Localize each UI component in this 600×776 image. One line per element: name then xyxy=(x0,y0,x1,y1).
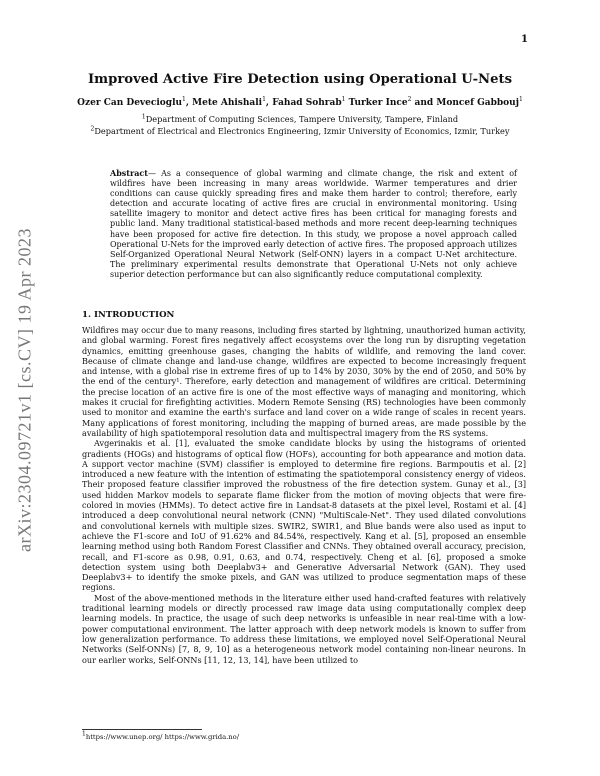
footnote xyxy=(82,730,240,741)
paper-title: Improved Active Fire Detection using Operational U-Nets xyxy=(87,72,513,87)
abstract xyxy=(110,168,517,280)
page-number: 1 xyxy=(521,34,528,45)
arxiv-identifier: arXiv:2304.09721v1 [cs.CV] 19 Apr 2023 xyxy=(14,228,35,552)
affiliation-mark: 1 xyxy=(141,113,146,121)
paragraph: Wildfires may occur due to many reasons, including fires started by lightning, unauthorized human activity, and global warming. Forest fires negatively affect ecosystems over the long run by disrupting vegetation dynamics, emitting greenhouse gases, changing the habits of wildlife, and removing the land cover. Because of climate change and land-use change, wildfires are expected to become increasingly frequent and intense, with a global rise in extreme fires of up to 14% by 2030, 30% by the end of 2050, and 50% by the end of the century¹. Therefore, early detection and management of wildfires are critical. Determining the precise location of an active fire is one of the most effective ways of managing and monitoring, which makes it crucial for firefighting activities. Modern Remote Sensing (RS) technologies have been commonly used to monitor and examine the earth's surface and land cover on a wide range of scales in recent years. Many applications of forest monitoring, including the mapping of burned areas, are made possible by the availability of high spatiotemporal resolution data and multispectral imagery from the RS systems. xyxy=(82,325,526,438)
footnote-rule xyxy=(82,729,202,730)
footnote-mark: 1 xyxy=(82,730,86,738)
author-affiliation-mark: 1 xyxy=(341,96,346,103)
author-name: Fahad Sohrab xyxy=(272,98,342,108)
affiliation-mark: 2 xyxy=(90,125,95,133)
affiliation-2 xyxy=(60,126,540,136)
author-affiliation-mark: 1 xyxy=(182,96,186,103)
author-name: Turker Ince xyxy=(348,98,408,108)
abstract-text: — As a consequence of global warming and climate change, the risk and extent of wildfires have been increasing in many areas worldwide. Warmer temperatures and drier conditions can cause quickly spreading fires and make them harder to control; therefore, early detection and accurate locating of active fires are crucial in environmental monitoring. Using satellite imagery to monitor and detect active fires has been critical for managing forests and public land. Many traditional statistical-based methods and more recent deep-learning techniques have been proposed for active fire detection. In this study, we propose a novel approach called Operational U-Nets for the improved early detection of active fires. The proposed approach utilizes Self-Organized Operational Neural Network (Self-ONN) layers in a compact U-Net architecture. The preliminary experimental results demonstrate that Operational U-Nets not only achieve superior detection performance but can also significantly reduce computational complexity. xyxy=(110,169,517,279)
introduction-body xyxy=(82,325,526,665)
section-heading: 1. INTRODUCTION xyxy=(82,310,175,320)
author-affiliation-mark: 1 xyxy=(262,96,266,103)
author-list: Ozer Can Devecioglu$^1$, Mete Ahishali$^1$, Fahad Sohrab$^1$ Turker Ince$^2$ and Moncef Gabbouj$^1$ xyxy=(77,96,523,108)
author-name: Mete Ahishali xyxy=(192,98,263,108)
affiliation-text: Department of Electrical and Electronics Engineering, Izmir University of Economics, Izmir, Turkey xyxy=(94,126,510,136)
affiliation-1 xyxy=(60,114,540,124)
author-conjunction: and xyxy=(414,98,434,108)
abstract-label: Abstract xyxy=(110,168,148,178)
paragraph: Most of the above-mentioned methods in the literature either used hand-crafted features with relatively traditional learning models or directly processed raw image data using computationally complex deep learning models. In practice, the usage of such deep networks is unfeasible in near real-time with a low-power computational environment. The latter approach with deep network models is known to suffer from low generalization performance. To address these limitations, we employed novel Self-Operational Neural Networks (Self-ONNs) [7, 8, 9, 10] as a heterogeneous network model containing non-linear neurons. In our earlier works, Self-ONNs [11, 12, 13, 14], have been utilized to xyxy=(82,592,526,665)
author-affiliation-mark: 2 xyxy=(407,96,412,103)
author-name: Ozer Can Devecioglu xyxy=(77,98,183,108)
paragraph: Avgerinakis et al. [1], evaluated the smoke candidate blocks by using the histograms of oriented gradients (HOGs) and histograms of optical flow (HOFs), accounting for both appearance and motion data. A support vector machine (SVM) classifier is employed to determine fire regions. Barmpoutis et al. [2] introduced a new feature with the intention of estimating the spatiotemporal consistency energy of videos. Their proposed feature classifier improved the robustness of the fire detection system. Gunay et al., [3] used hidden Markov models to separate flame flicker from the motion of moving objects that were fire-colored in movies (HMMs). To detect active fire in Landsat-8 datasets at the pixel level, Rostami et al. [4] introduced a deep convolutional neural network (CNN) "MultiScale-Net". They used dilated convolutions and convolutional kernels with multiple sizes. SWIR2, SWIR1, and Blue bands were also used as input to achieve the F1-score and IoU of 91.62% and 84.54%, respectively. Kang et al. [5], proposed an ensemble learning method using both Random Forest Classifier and CNNs. They obtained overall accuracy, precision, recall, and F1-score as 0.98, 0.91, 0.63, and 0.74, respectively. Cheng et al. [6], proposed a smoke detection system using both Deeplabv3+ and Generative Adversarial Network (GAN). They used Deeplabv3+ to identify the smoke pixels, and GAN was utilized to produce segmentation maps of these regions. xyxy=(82,438,526,593)
arxiv-sidebar xyxy=(12,200,38,580)
author-name: Moncef Gabbouj xyxy=(436,98,519,108)
footnote-links: https://www.unep.org/ https://www.grida.no/ xyxy=(85,733,240,741)
author-affiliation-mark: 1 xyxy=(519,96,523,103)
affiliation-text: Department of Computing Sciences, Tampere University, Tampere, Finland xyxy=(145,114,459,124)
